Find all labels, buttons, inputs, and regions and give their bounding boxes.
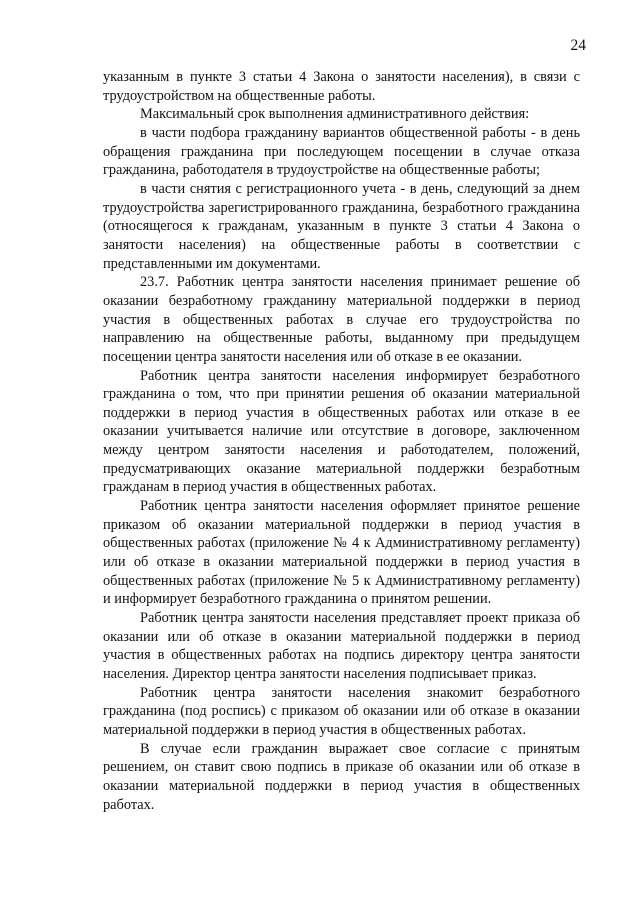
- paragraph-acquaint: Работник центра занятости населения знакомит безработного гражданина (под роспись) с приказом об оказании или об отказе в оказании материальной поддержки в период участия в общественных работах.: [103, 684, 580, 738]
- paragraph-deregistration: в части снятия с регистрационного учета - в день, следующий за днем трудоустройства зарегистрированного гражданина, безработного гражданина (относящегося к гражданам, указанным в пункте 3 статьи 4 Закона о занятости населения) на общественные работы в соответствии с представленными им документами.: [103, 180, 580, 272]
- paragraph-work-selection: в части подбора гражданину вариантов общественной работы - в день обращения гражданина при последующем посещении в случае отказа гражданина, работодателя в трудоустройстве на общественные работы;: [103, 124, 580, 179]
- paragraph-inform-citizen: Работник центра занятости населения информирует безработного гражданина о том, что при принятии решения об оказании материальной поддержки в период участия в общественных работах или отказе в ее оказании учитывается наличие или отсутствие в договоре, заключенном между центром занятости населения и работодателем, положений, предусматривающих оказание материальной поддержки безработным гражданам в период участия в общественных работах.: [103, 367, 580, 496]
- paragraph-23-7: 23.7. Работник центра занятости населения принимает решение об оказании безработному гражданину материальной поддержки в период участия в общественных работах в случае его трудоустройства по направлению на общественные работы, выданному при предыдущем посещении центра занятости населения или об отказе в ее оказании.: [103, 274, 580, 365]
- paragraph-max-term: Максимальный срок выполнения административного действия:: [140, 106, 530, 123]
- page-number: 24: [570, 37, 586, 54]
- document-body: [103, 68, 580, 814]
- paragraph-issue-order: Работник центра занятости населения оформляет принятое решение приказом об оказании материальной поддержки в период участия в общественных работах (приложение № 4 к Административному регламенту) или об отказе в оказании материальной поддержки в период участия в общественных работах (приложение № 5 к Административному регламенту) и информирует безработного гражданина о принятом решении.: [103, 498, 580, 608]
- paragraph-signature: В случае если гражданин выражает свое согласие с принятым решением, он ставит свою подпись в приказе об оказании или об отказе в оказании материальной поддержки в период участия в общественных работах.: [103, 740, 580, 813]
- paragraph-continuation: указанным в пункте 3 статьи 4 Закона о занятости населения), в связи с трудоустройством на общественные работы.: [103, 69, 580, 104]
- paragraph-order-draft: Работник центра занятости населения представляет проект приказа об оказании или об отказе в оказании материальной поддержки в период участия в общественных работах на подпись директору центра занятости населения. Директор центра занятости населения подписывает приказ.: [103, 610, 580, 682]
